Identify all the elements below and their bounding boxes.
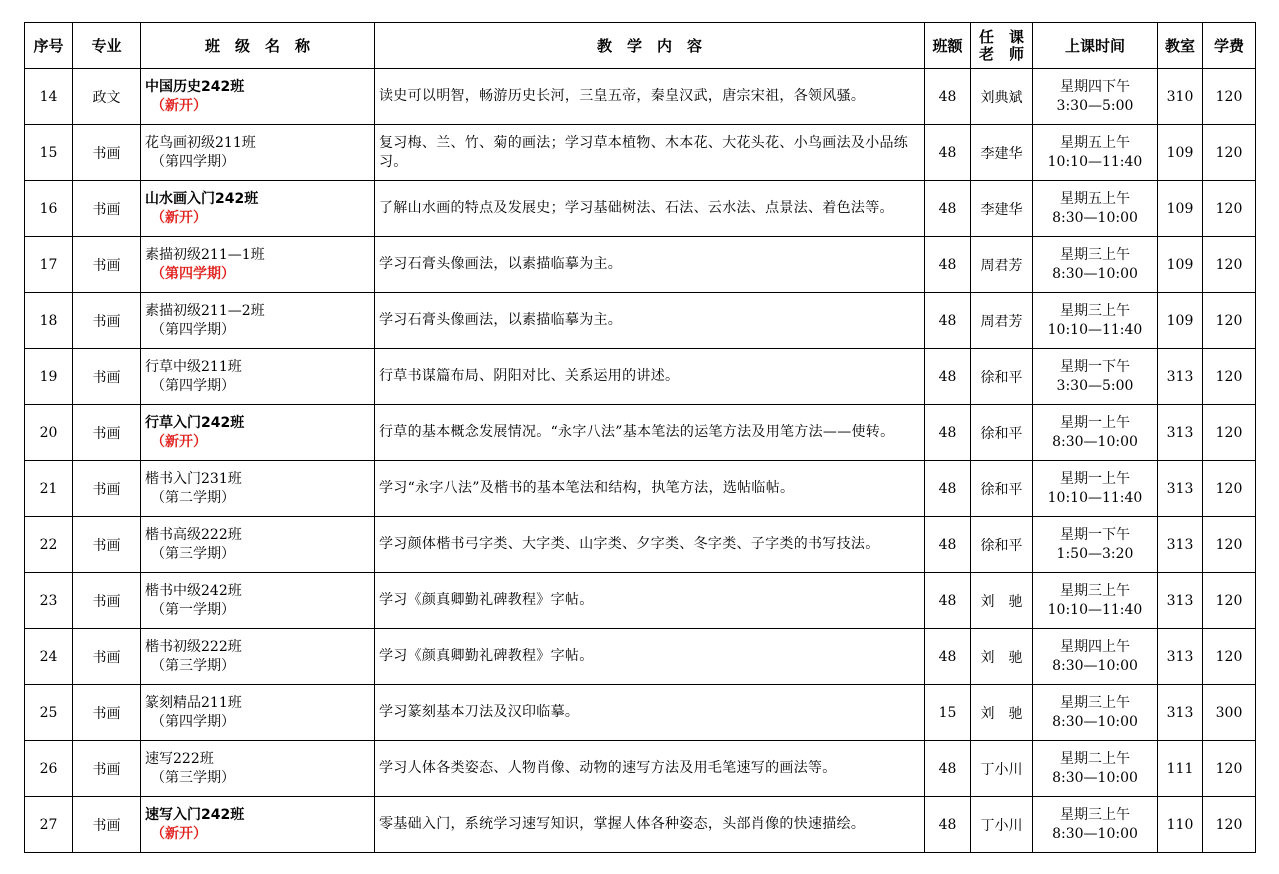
cell-content: 学习篆刻基本刀法及汉印临摹。 <box>375 685 925 741</box>
time-range: 8:30—10:00 <box>1052 769 1138 786</box>
time-day: 星期一上午 <box>1060 414 1130 431</box>
cell-fee: 120 <box>1203 797 1256 853</box>
cell-teacher: 徐和平 <box>971 349 1033 405</box>
cell-major: 书画 <box>73 629 141 685</box>
cell-seq: 19 <box>25 349 73 405</box>
class-name-text: 山水画入门242班 <box>145 190 259 207</box>
table-row <box>25 405 1256 461</box>
cell-fee: 120 <box>1203 69 1256 125</box>
header-fee: 学费 <box>1203 23 1256 69</box>
class-term-badge: （第四学期） <box>151 265 235 282</box>
cell-time <box>1033 237 1158 293</box>
time-day: 星期五上午 <box>1060 134 1130 151</box>
time-day: 星期一上午 <box>1060 470 1130 487</box>
class-name-text: 中国历史242班 <box>145 78 245 95</box>
cell-time <box>1033 349 1158 405</box>
header-content: 教 学 内 容 <box>375 23 925 69</box>
cell-teacher: 刘典斌 <box>971 69 1033 125</box>
cell-major: 书画 <box>73 797 141 853</box>
cell-time <box>1033 741 1158 797</box>
cell-content: 复习梅、兰、竹、菊的画法；学习草本植物、木本花、大花头花、小鸟画法及小品练习。 <box>375 125 925 181</box>
table-row <box>25 293 1256 349</box>
time-range: 10:10—11:40 <box>1047 321 1143 338</box>
cell-content: 读史可以明智，畅游历史长河，三皇五帝，秦皇汉武，唐宗宋祖，各领风骚。 <box>375 69 925 125</box>
class-name-text: 楷书高级222班 <box>145 526 242 543</box>
table-row <box>25 573 1256 629</box>
cell-time <box>1033 125 1158 181</box>
time-range: 10:10—11:40 <box>1047 153 1143 170</box>
cell-fee: 120 <box>1203 461 1256 517</box>
header-class-name: 班 级 名 称 <box>141 23 375 69</box>
class-name-text: 速写222班 <box>145 750 214 767</box>
cell-major: 书画 <box>73 125 141 181</box>
cell-teacher: 刘 驰 <box>971 573 1033 629</box>
header-quota: 班额 <box>925 23 971 69</box>
cell-major: 书画 <box>73 405 141 461</box>
time-range: 8:30—10:00 <box>1052 713 1138 730</box>
class-term-badge: （第一学期） <box>151 601 235 618</box>
cell-major: 书画 <box>73 237 141 293</box>
cell-major: 书画 <box>73 573 141 629</box>
cell-quota: 48 <box>925 461 971 517</box>
class-name-text: 素描初级211—2班 <box>145 302 265 319</box>
cell-teacher: 李建华 <box>971 181 1033 237</box>
cell-quota: 48 <box>925 237 971 293</box>
cell-quota: 48 <box>925 629 971 685</box>
class-term-badge: （新开） <box>151 209 207 226</box>
cell-content: 学习《颜真卿勤礼碑教程》字帖。 <box>375 573 925 629</box>
cell-time <box>1033 69 1158 125</box>
cell-content: 学习石膏头像画法，以素描临摹为主。 <box>375 293 925 349</box>
header-teacher-line2: 老 师 <box>978 44 1024 63</box>
table-row <box>25 629 1256 685</box>
cell-class-name <box>141 293 375 349</box>
cell-quota: 48 <box>925 181 971 237</box>
table-row <box>25 797 1256 853</box>
cell-seq: 21 <box>25 461 73 517</box>
cell-class-name <box>141 517 375 573</box>
cell-room: 313 <box>1158 461 1203 517</box>
cell-teacher: 丁小川 <box>971 741 1033 797</box>
cell-fee: 120 <box>1203 629 1256 685</box>
cell-time <box>1033 797 1158 853</box>
class-term-badge: （第四学期） <box>151 321 235 338</box>
time-day: 星期三上午 <box>1060 694 1130 711</box>
cell-seq: 26 <box>25 741 73 797</box>
cell-time <box>1033 517 1158 573</box>
cell-class-name <box>141 685 375 741</box>
cell-major: 政文 <box>73 69 141 125</box>
cell-fee: 120 <box>1203 741 1256 797</box>
time-day: 星期四下午 <box>1060 78 1130 95</box>
cell-room: 313 <box>1158 629 1203 685</box>
time-range: 8:30—10:00 <box>1052 209 1138 226</box>
cell-quota: 48 <box>925 573 971 629</box>
class-term-badge: （第四学期） <box>151 377 235 394</box>
header-teacher-line1: 任 课 <box>978 27 1024 46</box>
cell-room: 313 <box>1158 573 1203 629</box>
class-name-text: 篆刻精品211班 <box>145 694 242 711</box>
cell-seq: 24 <box>25 629 73 685</box>
cell-content: 学习人体各类姿态、人物肖像、动物的速写方法及用毛笔速写的画法等。 <box>375 741 925 797</box>
cell-seq: 25 <box>25 685 73 741</box>
cell-time <box>1033 181 1158 237</box>
cell-content: 学习《颜真卿勤礼碑教程》字帖。 <box>375 629 925 685</box>
class-term-badge: （第四学期） <box>151 713 235 730</box>
cell-teacher: 徐和平 <box>971 405 1033 461</box>
header-teacher <box>971 23 1033 69</box>
table-row <box>25 181 1256 237</box>
cell-teacher: 刘 驰 <box>971 629 1033 685</box>
cell-time <box>1033 293 1158 349</box>
time-range: 3:30—5:00 <box>1056 377 1134 394</box>
cell-teacher: 徐和平 <box>971 461 1033 517</box>
table-row <box>25 125 1256 181</box>
cell-room: 109 <box>1158 125 1203 181</box>
time-day: 星期三上午 <box>1060 246 1130 263</box>
time-range: 10:10—11:40 <box>1047 601 1143 618</box>
time-day: 星期四上午 <box>1060 638 1130 655</box>
cell-seq: 17 <box>25 237 73 293</box>
cell-teacher: 刘 驰 <box>971 685 1033 741</box>
cell-seq: 18 <box>25 293 73 349</box>
cell-content: 行草书谋篇布局、阴阳对比、关系运用的讲述。 <box>375 349 925 405</box>
course-schedule-table <box>24 22 1256 853</box>
time-day: 星期三上午 <box>1060 582 1130 599</box>
cell-class-name <box>141 461 375 517</box>
class-name-text: 行草入门242班 <box>145 414 245 431</box>
cell-teacher: 丁小川 <box>971 797 1033 853</box>
cell-room: 310 <box>1158 69 1203 125</box>
cell-content: 行草的基本概念发展情况。“永字八法”基本笔法的运笔方法及用笔方法——使转。 <box>375 405 925 461</box>
cell-room: 313 <box>1158 685 1203 741</box>
cell-class-name <box>141 125 375 181</box>
table-row <box>25 349 1256 405</box>
header-major: 专业 <box>73 23 141 69</box>
time-day: 星期三上午 <box>1060 806 1130 823</box>
cell-quota: 48 <box>925 69 971 125</box>
class-name-text: 行草中级211班 <box>145 358 242 375</box>
cell-class-name <box>141 797 375 853</box>
cell-seq: 14 <box>25 69 73 125</box>
cell-teacher: 李建华 <box>971 125 1033 181</box>
table-row <box>25 741 1256 797</box>
cell-fee: 120 <box>1203 573 1256 629</box>
cell-class-name <box>141 741 375 797</box>
table-header-row <box>25 23 1256 69</box>
cell-fee: 120 <box>1203 517 1256 573</box>
table-row <box>25 685 1256 741</box>
cell-content: 零基础入门，系统学习速写知识，掌握人体各种姿态，头部肖像的快速描绘。 <box>375 797 925 853</box>
table-row <box>25 517 1256 573</box>
cell-class-name <box>141 629 375 685</box>
class-term-badge: （新开） <box>151 97 207 114</box>
class-name-text: 素描初级211—1班 <box>145 246 265 263</box>
cell-major: 书画 <box>73 293 141 349</box>
table-body <box>25 69 1256 853</box>
cell-content: 学习石膏头像画法，以素描临摹为主。 <box>375 237 925 293</box>
time-day: 星期一下午 <box>1060 358 1130 375</box>
cell-fee: 120 <box>1203 405 1256 461</box>
cell-seq: 15 <box>25 125 73 181</box>
cell-major: 书画 <box>73 517 141 573</box>
cell-room: 110 <box>1158 797 1203 853</box>
cell-time <box>1033 405 1158 461</box>
time-range: 8:30—10:00 <box>1052 657 1138 674</box>
cell-major: 书画 <box>73 461 141 517</box>
cell-room: 111 <box>1158 741 1203 797</box>
cell-teacher: 周君芳 <box>971 237 1033 293</box>
cell-fee: 120 <box>1203 237 1256 293</box>
time-day: 星期二上午 <box>1060 750 1130 767</box>
class-term-badge: （第四学期） <box>151 153 235 170</box>
class-name-text: 速写入门242班 <box>145 806 245 823</box>
header-time: 上课时间 <box>1033 23 1158 69</box>
cell-quota: 48 <box>925 741 971 797</box>
cell-major: 书画 <box>73 685 141 741</box>
cell-fee: 120 <box>1203 349 1256 405</box>
cell-class-name <box>141 69 375 125</box>
cell-seq: 22 <box>25 517 73 573</box>
time-range: 3:30—5:00 <box>1056 97 1134 114</box>
cell-room: 313 <box>1158 349 1203 405</box>
cell-class-name <box>141 181 375 237</box>
cell-major: 书画 <box>73 349 141 405</box>
class-name-text: 花鸟画初级211班 <box>145 134 256 151</box>
cell-quota: 48 <box>925 517 971 573</box>
cell-quota: 48 <box>925 349 971 405</box>
time-day: 星期一下午 <box>1060 526 1130 543</box>
class-term-badge: （第三学期） <box>151 657 235 674</box>
cell-major: 书画 <box>73 181 141 237</box>
cell-fee: 300 <box>1203 685 1256 741</box>
table-row <box>25 69 1256 125</box>
cell-seq: 23 <box>25 573 73 629</box>
table-row <box>25 461 1256 517</box>
cell-class-name <box>141 237 375 293</box>
header-room: 教室 <box>1158 23 1203 69</box>
cell-fee: 120 <box>1203 293 1256 349</box>
cell-room: 109 <box>1158 293 1203 349</box>
time-range: 8:30—10:00 <box>1052 265 1138 282</box>
cell-content: 学习颜体楷书弓字类、大字类、山字类、夕字类、冬字类、子字类的书写技法。 <box>375 517 925 573</box>
time-range: 8:30—10:00 <box>1052 825 1138 842</box>
cell-quota: 15 <box>925 685 971 741</box>
cell-time <box>1033 629 1158 685</box>
cell-class-name <box>141 573 375 629</box>
class-term-badge: （第二学期） <box>151 489 235 506</box>
cell-major: 书画 <box>73 741 141 797</box>
cell-seq: 27 <box>25 797 73 853</box>
cell-room: 109 <box>1158 237 1203 293</box>
table-row <box>25 237 1256 293</box>
cell-quota: 48 <box>925 797 971 853</box>
time-day: 星期五上午 <box>1060 190 1130 207</box>
cell-seq: 16 <box>25 181 73 237</box>
class-name-text: 楷书中级242班 <box>145 582 242 599</box>
cell-time <box>1033 685 1158 741</box>
cell-teacher: 周君芳 <box>971 293 1033 349</box>
class-name-text: 楷书入门231班 <box>145 470 242 487</box>
class-name-text: 楷书初级222班 <box>145 638 242 655</box>
cell-class-name <box>141 349 375 405</box>
class-term-badge: （第三学期） <box>151 769 235 786</box>
time-day: 星期三上午 <box>1060 302 1130 319</box>
cell-quota: 48 <box>925 125 971 181</box>
cell-room: 313 <box>1158 517 1203 573</box>
cell-room: 313 <box>1158 405 1203 461</box>
cell-quota: 48 <box>925 293 971 349</box>
header-seq: 序号 <box>25 23 73 69</box>
time-range: 8:30—10:00 <box>1052 433 1138 450</box>
cell-teacher: 徐和平 <box>971 517 1033 573</box>
cell-room: 109 <box>1158 181 1203 237</box>
cell-fee: 120 <box>1203 125 1256 181</box>
cell-time <box>1033 461 1158 517</box>
cell-class-name <box>141 405 375 461</box>
class-term-badge: （新开） <box>151 433 207 450</box>
cell-content: 了解山水画的特点及发展史；学习基础树法、石法、云水法、点景法、着色法等。 <box>375 181 925 237</box>
cell-quota: 48 <box>925 405 971 461</box>
time-range: 10:10—11:40 <box>1047 489 1143 506</box>
class-term-badge: （新开） <box>151 825 207 842</box>
class-term-badge: （第三学期） <box>151 545 235 562</box>
cell-content: 学习“永字八法”及楷书的基本笔法和结构，执笔方法，选帖临帖。 <box>375 461 925 517</box>
cell-seq: 20 <box>25 405 73 461</box>
cell-fee: 120 <box>1203 181 1256 237</box>
cell-time <box>1033 573 1158 629</box>
time-range: 1:50—3:20 <box>1056 545 1134 562</box>
